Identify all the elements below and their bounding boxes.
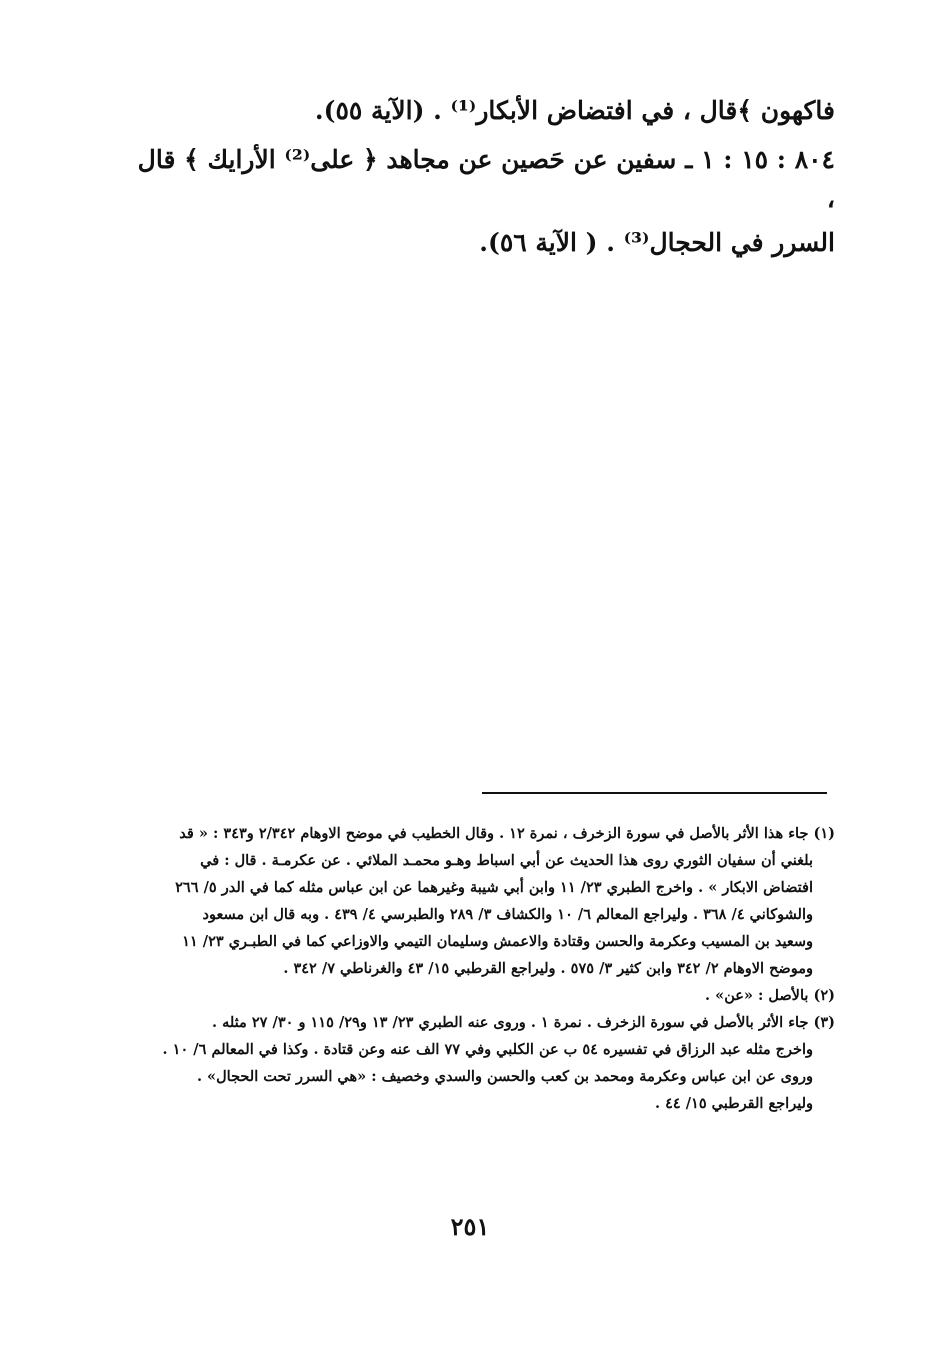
main-text: [135, 92, 835, 269]
footnote-line: (٣) جاء الأثر بالأصل في سورة الزخرف . نمرة ١ . وروى عنه الطبري ٢٣/ ١٣ و٢٩/ ١١٥ و ٣٠/ ٢٧ مثله .: [212, 1014, 835, 1031]
footnote-1: [135, 820, 835, 982]
footnote-line: واخرج مثله عبد الرزاق في تفسيره ٥٤ ب عن الكلبي وفي ٧٧ الف عنه وعن قتادة . وكذا في المعالم ٦/ ١٠ .: [162, 1041, 813, 1058]
footnote-line: وموضح الاوهام ٢/ ٣٤٢ وابن كثير ٣/ ٥٧٥ . وليراجع القرطبي ١٥/ ٤٣ والغرناطي ٧/ ٣٤٢ .: [283, 960, 813, 977]
entry-804-line-2: السرر في الحجال⁽³⁾ . ( الآية ٥٦).: [479, 228, 835, 258]
footnote-line: (١) جاء هذا الأثر بالأصل في سورة الزخرف ، نمرة ١٢ . وقال الخطيب في موضح الاوهام ٢/٣٤٢ و٣٤٣ : « قد: [179, 825, 835, 842]
footnote-line: والشوكاني ٤/ ٣٦٨ . وليراجع المعالم ٦/ ١٠ والكشاف ٣/ ٢٨٩ والطبرسي ٤/ ٤٣٩ . وبه قال ابن مسعود: [202, 906, 813, 923]
footnote-line: (٢) بالأصل : «عن» .: [705, 987, 835, 1004]
entry-804-line-1: ٨٠٤ : ١٥ : ١ ـ سفين عن حَصين عن مجاهد ﴿ على⁽²⁾ الأرايك ﴾ قال ،: [137, 144, 835, 213]
footnote-line: بلغني أن سفيان الثوري روى هذا الحديث عن أبي اسباط وهـو محمـد الملائي . عن عكرمـة . قال : في: [200, 852, 813, 869]
page-number: ٢٥١: [450, 1212, 490, 1241]
footnote-line: وروى عن ابن عباس وعكرمة ومحمد بن كعب والحسن والسدي وخصيف : «هي السرر تحت الحجال» .: [196, 1068, 813, 1085]
footnote-line: وليراجع القرطبي ١٥/ ٤٤ .: [654, 1095, 813, 1112]
footnote-3: [135, 1009, 835, 1117]
footnote-line: وسعيد بن المسيب وعكرمة والحسن وقتادة والاعمش وسليمان التيمي والاوزاعي كما في الطبـري ٢٣/ ١١: [182, 933, 813, 950]
footnote-line: افتضاض الابكار » . واخرج الطبري ٢٣/ ١١ وابن أبي شيبة وغيرهما عن ابن عباس مثله كما في الدر ٥/ ٢٦٦: [175, 879, 813, 896]
text-line-1: فاكهون ﴾قال ، في افتضاض الأبكار⁽¹⁾ . (الآية ٥٥).: [314, 96, 835, 125]
footnote-2: [135, 982, 835, 1009]
footnote-separator: [482, 792, 827, 794]
footnotes: [135, 820, 835, 1117]
